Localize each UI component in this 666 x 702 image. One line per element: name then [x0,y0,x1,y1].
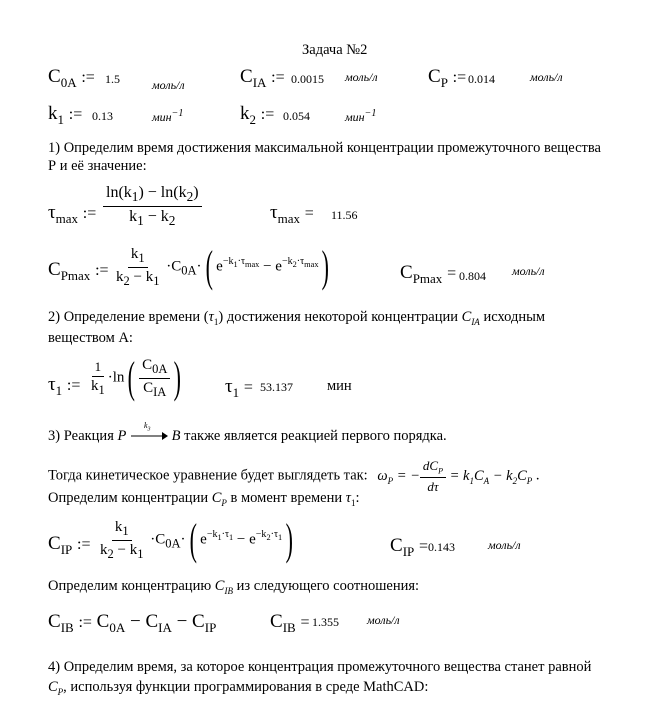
cp-label: $C_P$ := [428,66,467,90]
section1-text-line1: 1) Определим время достижения максимальной концентрации промежуточного вещества [48,140,601,156]
cip-formula: $\frac{k_1}{k_2 - k_1}$ $\cdot C_{0A}\cdot$( $e^{-k_1\cdot\tau_1} - e^{-k_2\cdot\tau_1}$) [100,515,294,564]
section4-line1: 4) Определим время, за которое концентрация промежуточного вещества станет равной [48,659,592,675]
tau1-formula: $\frac{1}{k_1}$ ·ln( $\frac{C_{0A}}{C_{IA}}$ ) [91,353,182,402]
tau-max-value: 11.56 [331,208,358,222]
tau1-label: $\tau_1$ := [48,374,81,398]
problem-title: Задача №2 [302,42,368,58]
k1-label: $k_1$ := [48,103,83,127]
section3-line1: 3) Реакция P $k_3$ B также является реакцией первого порядка. [48,421,447,444]
cib-result-label: $C_{IB}$ = [270,611,310,635]
k2-unit: мин$^{-1}$ [345,108,377,124]
c0a-unit: моль/л [152,78,185,92]
k2-value: 0.054 [283,109,310,123]
cpmax-label: $C_{Pmax}$ := [48,259,109,283]
cpmax-result-label: $C_{Pmax}$ = [400,262,457,286]
section3-line3: Определим концентрации $C_P$ в момент времени $\tau_1$: [48,490,360,508]
cip-label: $C_{IP}$ := [48,533,91,557]
cip-value: 0.143 [428,540,455,554]
cip-unit: моль/л [488,538,521,552]
c0a-label: $C_{0A}$ := [48,66,95,90]
cib-value: 1.355 [312,615,339,629]
section3-line2: Тогда кинетическое уравнение будет выглядеть так: $\omega_P$ = − $\frac{dC_P}{d\tau}$ = $k_1C_A - k_2C_P$ . [48,458,540,494]
c0a-value: 1.5 [105,72,120,86]
k1-value: 0.13 [92,109,113,123]
tau1-unit: мин [327,378,352,394]
cpmax-formula: $\frac{k_1}{k_2 - k_1}$ $\cdot C_{0A}\cdot$( $e^{-k_1\cdot\tau_{max}} - e^{-k_2\cdot\tau_{max}}$) [116,242,330,291]
tau1-value: 53.137 [260,380,293,394]
cp-value: 0.014 [468,72,495,86]
section3-line4: Определим концентрацию $C_{IB}$ из следующего соотношения: [48,578,420,596]
section4-line2: $C_P$, используя функции программирования в среде MathCAD: [48,679,429,697]
cia-label: $C_{IA}$ := [240,66,285,90]
tau-max-label: $\tau_{max}$ := [48,202,97,226]
tau-max-result-label: $\tau_{max}$ = [270,202,314,226]
cpmax-unit: моль/л [512,264,545,278]
section2-text-line1: 2) Определение времени $(\tau_1)$ достижения некоторой концентрации $C_{IA}$ исходным [48,309,546,327]
cib-label: $C_{IB}$ := $C_{0A} - C_{IA} - C_{IP}$ [48,611,217,635]
section2-text-line2: веществом А: [48,330,133,346]
cp-unit: моль/л [530,70,563,84]
tau-max-formula: $\frac{\ln(k_1) - \ln(k_2)}{k_1 - k_2}$ [103,184,202,229]
k2-label: $k_2$ := [240,103,275,127]
cib-unit: моль/л [367,613,400,627]
tau1-result-label: $\tau_1$ = [225,376,253,400]
k1-unit: мин$^{-1}$ [152,108,184,124]
cip-result-label: $C_{IP}$ = [390,535,429,559]
section1-text-line2: Р и её значение: [48,158,147,174]
cia-value: 0.0015 [291,72,324,86]
cpmax-value: 0.804 [459,269,486,283]
cia-unit: моль/л [345,70,378,84]
